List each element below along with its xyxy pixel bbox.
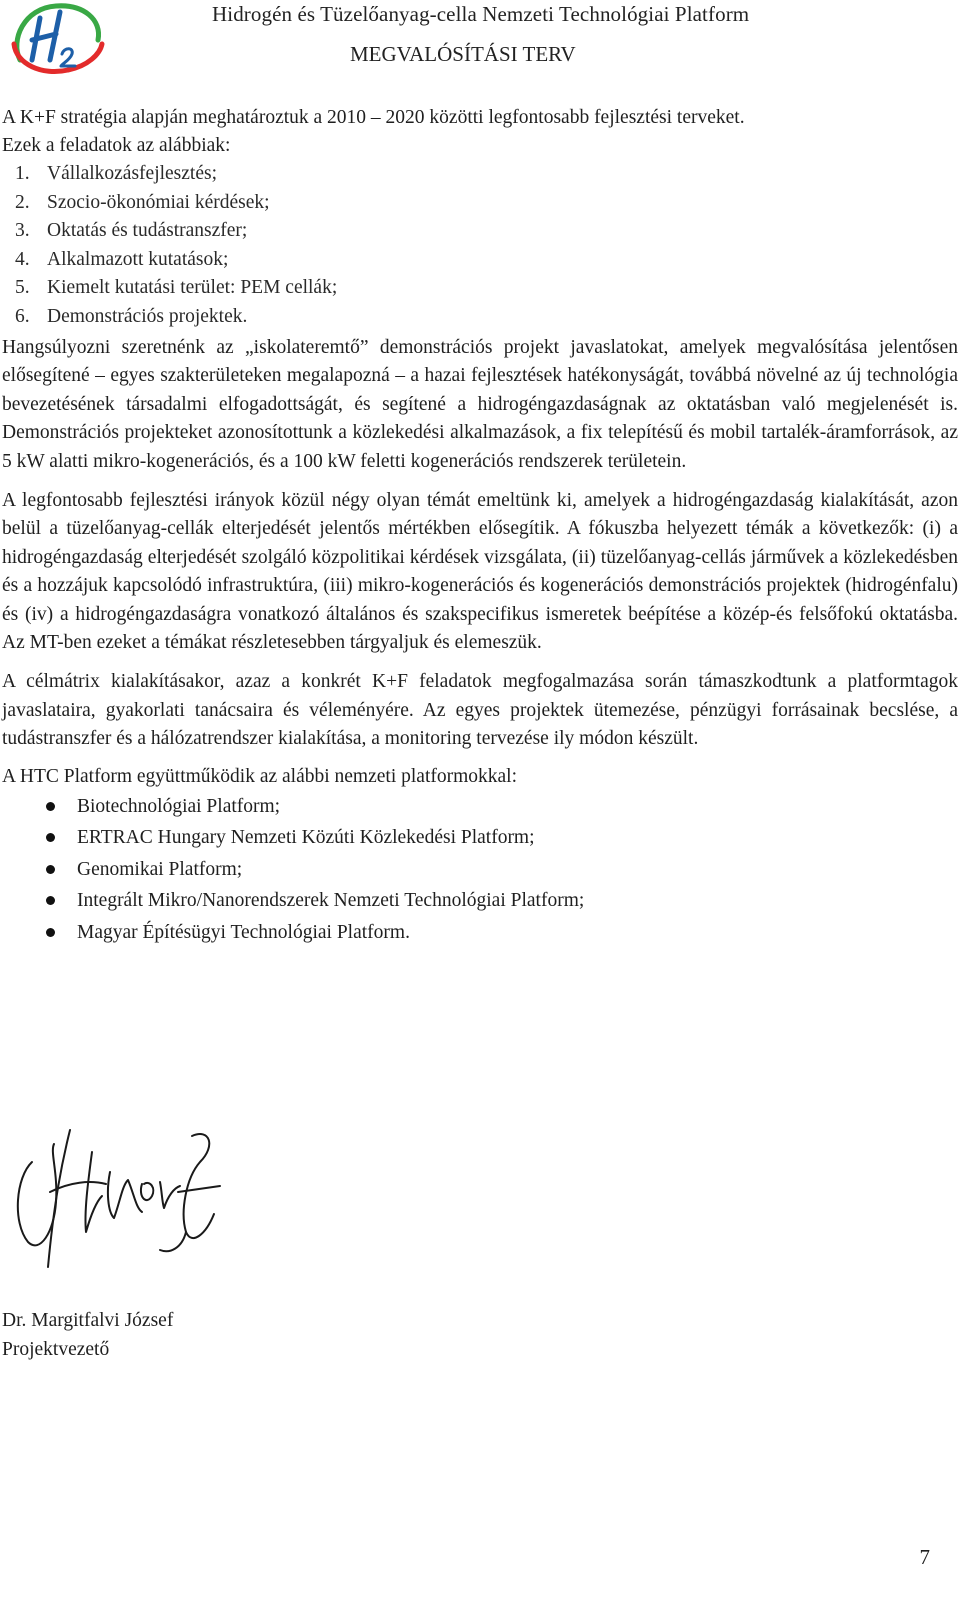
list-item: Magyar Építésügyi Technológiai Platform. (2, 917, 958, 949)
list-item: 2. Szocio-ökonómiai kérdések; (15, 191, 270, 213)
list-item: 1. Vállalkozásfejlesztés; (15, 163, 218, 184)
list-item: Genomikai Platform; (2, 854, 958, 886)
list-item: 4. Alkalmazott kutatások; (15, 248, 229, 270)
main-content (2, 104, 958, 948)
bullet-icon (46, 833, 55, 842)
bullet-icon (46, 896, 55, 905)
header-subtitle: MEGVALÓSÍTÁSI TERV (350, 42, 576, 66)
header-title: Hidrogén és Tüzelőanyag-cella Nemzeti Technológiai Platform (212, 2, 750, 26)
signature-image (10, 1122, 225, 1272)
intro-line-1: A K+F stratégia alapján meghatároztuk a 2010 – 2020 közötti legfontosabb fejlesztési terveket. (2, 107, 745, 128)
cooperation-intro: A HTC Platform együttműködik az alábbi nemzeti platformokkal: (2, 765, 518, 787)
signatory-role: Projektvezető (2, 1339, 110, 1360)
paragraph-focus-topics: A legfontosabb fejlesztési irányok közül négy olyan témát emeltünk ki, amelyek a hidrogéngazdaság kialakítását, azon belül a tüzelőanyag-cellák elterjedését jelentős mértékben elősegítik. A fókuszba helyezett témák a következők: (i) a hidrogéngazdaság elterjedését szolgáló közpolitikai kérdések vizsgálata, (ii) tüzelőanyag-cellás járművek a közlekedésben és a hozzájuk kapcsolódó infrastruktúra, (iii) mikro-kogenerációs és kogenerációs demonstrációs projektek (hidrogénfalu) és (iv) a hidrogéngazdaságra vonatkozó általános és szakspecifikus ismeretek beépítése a közép-és felsőfokú oktatásba. Az MT-ben ezeket a témákat részletesebben tárgyaljuk és elemeszük. (2, 490, 958, 654)
bullet-icon (46, 865, 55, 874)
page-number: 7 (919, 1545, 930, 1569)
bullet-icon (46, 928, 55, 937)
signatory-block (2, 1306, 173, 1364)
task-list (2, 160, 958, 331)
bullet-icon (46, 802, 55, 811)
signatory-name: Dr. Margitfalvi József (2, 1310, 174, 1331)
list-item: 3. Oktatás és tudástranszfer; (15, 220, 248, 241)
list-item: 6. Demonstrációs projektek. (15, 305, 248, 327)
paragraph-demonstration: Hangsúlyozni szeretnénk az „iskolateremtő” demonstrációs projekt javaslatokat, amelyek megvalósítása jelentősen elősegítené – egyes szakterületeken megalapozná – a hazai fejlesztések hatékonyságát, továbbá növelné az új technológia bevezetésének társadalmi elfogadottságát, és segítené a hidrogéngazdaságnak az oktatásban való megjelenését is. Demonstrációs projekteket azonosítottunk a közlekedési alkalmazások, a fix telepítésű és mobil tartalék-áramforrások, az 5 kW alatti mikro-kogenerációs, és a 100 kW feletti kogenerációs rendszerek területein. (2, 337, 958, 472)
intro-line-2: Ezek a feladatok az alábbiak: (2, 135, 231, 156)
list-item: Biotechnológiai Platform; (2, 791, 958, 823)
list-item: 5. Kiemelt kutatási terület: PEM cellák; (15, 277, 338, 298)
list-item: ERTRAC Hungary Nemzeti Közúti Közlekedési Platform; (2, 822, 958, 854)
paragraph-target-matrix: A célmátrix kialakításakor, azaz a konkrét K+F feladatok megfogalmazása során támaszkodtunk a platformtagok javaslataira, gyakorlati tanácsaira és véleményére. Az egyes projektek ütemezése, pénzügyi forrásainak becslése, a tudástranszfer és a hálózatrendszer kialakítása, a monitoring tervezése ily módon készült. (2, 671, 958, 750)
list-item: Integrált Mikro/Nanorendszerek Nemzeti Technológiai Platform; (2, 885, 958, 917)
platform-list (2, 791, 958, 949)
h2-logo-icon (6, 0, 106, 78)
